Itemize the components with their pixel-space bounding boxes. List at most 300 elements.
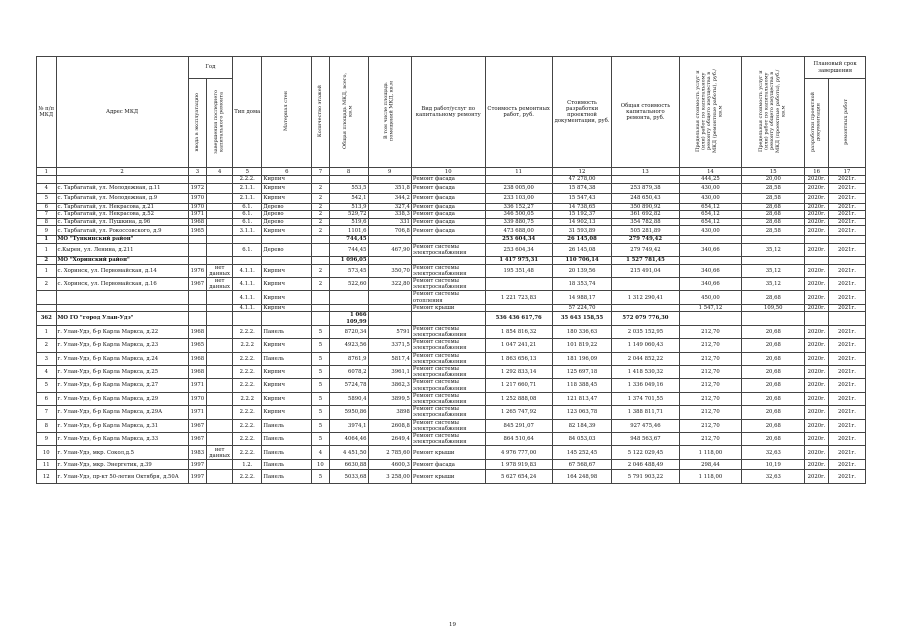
row-planned-design: 2020г.	[805, 176, 829, 184]
row-design-cost: 110 706,14	[552, 257, 612, 265]
row-address: г. Улан-Удэ, б-р Карла Маркса, д.29А	[56, 406, 188, 419]
column-number: 8	[329, 168, 368, 176]
row-num: 7	[37, 406, 57, 419]
row-work-type: Ремонт фасада	[411, 211, 485, 219]
row-year-repair	[207, 203, 233, 211]
row-planned-repair: 2021г.	[829, 352, 866, 365]
row-wall-material: Кирпич	[262, 193, 312, 203]
row-year-repair	[207, 312, 233, 325]
row-num: 5	[37, 379, 57, 392]
row-year-built	[188, 176, 206, 184]
row-work-type: Ремонт системы электроснабжения	[411, 278, 485, 291]
row-work-type: Ремонт системы электроснабжения	[411, 352, 485, 365]
row-year-repair	[207, 325, 233, 338]
row-work-type: Ремонт фасада	[411, 183, 485, 193]
row-limit-repair: 340,66	[679, 278, 742, 291]
row-total-cost: 215 491,04	[612, 264, 679, 277]
row-limit-repair	[679, 257, 742, 265]
row-planned-repair	[829, 312, 866, 325]
row-planned-repair: 2021г.	[829, 419, 866, 432]
row-num: 6	[37, 392, 57, 405]
row-living-area	[368, 176, 411, 184]
row-house-type	[233, 257, 262, 265]
row-year-built: 1971	[188, 406, 206, 419]
row-living-area: 322,80	[368, 278, 411, 291]
row-limit-design: 32,63	[742, 446, 805, 460]
row-num	[37, 291, 57, 304]
row-living-area	[368, 312, 411, 325]
row-living-area: 2649,4	[368, 432, 411, 445]
row-limit-design: 35,12	[742, 278, 805, 291]
row-limit-repair: 654,12	[679, 203, 742, 211]
row-num: 8	[37, 218, 57, 226]
row-design-cost: 180 336,63	[552, 325, 612, 338]
row-floors	[312, 243, 329, 256]
row-num	[37, 304, 57, 312]
row-living-area: 2 785,60	[368, 446, 411, 460]
row-repair-cost: 864 510,64	[485, 432, 552, 445]
row-house-type: 2.2.2	[233, 339, 262, 352]
row-limit-design: 10,19	[742, 460, 805, 470]
row-planned-repair: 2021г.	[829, 446, 866, 460]
row-house-type: 2.1.1.	[233, 183, 262, 193]
row-living-area	[368, 257, 411, 265]
row-address: г. Улан-Удэ, б-р Карла Маркса, д.29	[56, 392, 188, 405]
row-living-area: 4600,3	[368, 460, 411, 470]
row-living-area: 3371,5	[368, 339, 411, 352]
row-floors: 2	[312, 218, 329, 226]
row-total-area: 522,60	[329, 278, 368, 291]
row-repair-cost: 473 688,00	[485, 226, 552, 236]
row-limit-design	[742, 312, 805, 325]
row-address: г. Улан-Удэ, б-р Карла Маркса, д.27	[56, 379, 188, 392]
row-floors	[312, 257, 329, 265]
row-total-area: 4 451,50	[329, 446, 368, 460]
row-repair-cost: 1 265 747,92	[485, 406, 552, 419]
row-total-cost: 5 791 903,22	[612, 470, 679, 484]
column-number: 2	[56, 168, 188, 176]
row-address: г. Улан-Удэ, мкр. Энергетик, д.39	[56, 460, 188, 470]
row-total-area: 6078,2	[329, 365, 368, 378]
row-design-cost: 123 063,78	[552, 406, 612, 419]
row-total-cost: 1 527 781,45	[612, 257, 679, 265]
header-address: Адрес МКД	[56, 57, 188, 168]
row-total-area	[329, 304, 368, 312]
table-row	[37, 352, 866, 365]
row-floors: 2	[312, 183, 329, 193]
header-work-type: Вид работ/услуг по капитальному ремонту	[411, 57, 485, 168]
row-address	[56, 291, 188, 304]
row-wall-material: Панель	[262, 432, 312, 445]
row-house-type: 6.1.	[233, 211, 262, 219]
row-address	[56, 304, 188, 312]
row-planned-design: 2020г.	[805, 193, 829, 203]
row-total-area: 513,9	[329, 203, 368, 211]
row-total-area: 744,45	[329, 243, 368, 256]
row-wall-material: Панель	[262, 446, 312, 460]
row-floors	[312, 236, 329, 244]
row-total-cost: 2 046 488,49	[612, 460, 679, 470]
row-design-cost: 15 192,37	[552, 211, 612, 219]
row-planned-repair: 2021г.	[829, 183, 866, 193]
row-house-type: 2.2.2.	[233, 176, 262, 184]
row-limit-repair: 430,00	[679, 193, 742, 203]
column-number: 13	[612, 168, 679, 176]
row-total-area: 553,5	[329, 183, 368, 193]
row-house-type: 4.1.1.	[233, 264, 262, 277]
row-total-cost: 1 336 049,16	[612, 379, 679, 392]
row-planned-design: 2020г.	[805, 406, 829, 419]
row-repair-cost: 253 604,34	[485, 243, 552, 256]
row-house-type: 2.2.2.	[233, 446, 262, 460]
row-address: г. Улан-Удэ, пр-кт 50-летия Октября, д.50А	[56, 470, 188, 484]
row-house-type: 2.2.2.	[233, 406, 262, 419]
row-year-repair	[207, 304, 233, 312]
row-total-area: 5950,86	[329, 406, 368, 419]
row-year-built: 1967	[188, 278, 206, 291]
row-wall-material: Кирпич	[262, 339, 312, 352]
row-house-type	[233, 312, 262, 325]
row-design-cost: 15 547,43	[552, 193, 612, 203]
row-limit-repair: 1 547,12	[679, 304, 742, 312]
row-num: 5	[37, 193, 57, 203]
column-number: 17	[829, 168, 866, 176]
row-work-type: Ремонт крыши	[411, 470, 485, 484]
row-total-area: 5890,4	[329, 392, 368, 405]
row-limit-repair: 1 118,00	[679, 446, 742, 460]
row-limit-repair: 298,44	[679, 460, 742, 470]
row-wall-material: Кирпич	[262, 183, 312, 193]
row-year-repair	[207, 291, 233, 304]
row-limit-design: 28,58	[742, 183, 805, 193]
header-floors: Количество этажей	[316, 84, 323, 138]
row-total-cost: 253 879,38	[612, 183, 679, 193]
row-limit-design: 20,68	[742, 419, 805, 432]
row-limit-repair: 654,12	[679, 211, 742, 219]
row-floors: 10	[312, 460, 329, 470]
row-planned-repair: 2021г.	[829, 325, 866, 338]
row-work-type: Ремонт крыши	[411, 446, 485, 460]
row-year-repair	[207, 236, 233, 244]
row-wall-material: Кирпич	[262, 226, 312, 236]
row-repair-cost: 1 417 975,31	[485, 257, 552, 265]
row-limit-repair: 212,70	[679, 432, 742, 445]
row-repair-cost: 1 217 660,71	[485, 379, 552, 392]
row-num: 6	[37, 203, 57, 211]
row-repair-cost: 1 978 919,83	[485, 460, 552, 470]
row-address: с. Хоринск, ул. Первомайская, д.16	[56, 278, 188, 291]
row-living-area: 3899,5	[368, 392, 411, 405]
table-row	[37, 392, 866, 405]
row-planned-design: 2020г.	[805, 291, 829, 304]
header-design-cost: Стоимость разработки проектной документации, руб.	[552, 57, 612, 168]
row-planned-design: 2020г.	[805, 325, 829, 338]
row-living-area: 351,8	[368, 183, 411, 193]
row-planned-repair: 2021г.	[829, 392, 866, 405]
row-num: 9	[37, 432, 57, 445]
row-limit-repair: 450,00	[679, 291, 742, 304]
row-floors	[312, 304, 329, 312]
table-row	[37, 470, 866, 484]
row-planned-design: 2020г.	[805, 203, 829, 211]
row-work-type: Ремонт фасада	[411, 203, 485, 211]
row-repair-cost: 336 152,27	[485, 203, 552, 211]
row-wall-material	[262, 312, 312, 325]
row-house-type: 2.2.2.	[233, 365, 262, 378]
row-year-built: 1972	[188, 183, 206, 193]
row-wall-material: Кирпич	[262, 392, 312, 405]
row-wall-material	[262, 236, 312, 244]
row-repair-cost: 346 500,05	[485, 211, 552, 219]
row-design-cost: 26 145,08	[552, 243, 612, 256]
row-repair-cost: 845 291,07	[485, 419, 552, 432]
row-house-type: 2.2.2.	[233, 419, 262, 432]
row-floors: 5	[312, 352, 329, 365]
table-row	[37, 218, 866, 226]
table-row	[37, 432, 866, 445]
row-address: с. Тарбагатай, ул. Пушкина, д.96	[56, 218, 188, 226]
row-repair-cost	[485, 278, 552, 291]
row-limit-design: 109,50	[742, 304, 805, 312]
row-address: г. Улан-Удэ, б-р Карла Маркса, д.22	[56, 325, 188, 338]
row-work-type: Ремонт системы электроснабжения	[411, 325, 485, 338]
row-planned-design: 2020г.	[805, 460, 829, 470]
table-row	[37, 460, 866, 470]
row-planned-design: 2020г.	[805, 211, 829, 219]
row-limit-repair: 212,70	[679, 406, 742, 419]
row-planned-design: 2020г.	[805, 392, 829, 405]
row-total-area: 1101,6	[329, 226, 368, 236]
row-total-cost: 361 692,82	[612, 211, 679, 219]
row-num: 1	[37, 243, 57, 256]
row-design-cost: 84 053,03	[552, 432, 612, 445]
row-limit-design: 20,68	[742, 406, 805, 419]
row-address: с. Тарбагатай, ул. Молодежная, д.11	[56, 183, 188, 193]
row-living-area: 5791	[368, 325, 411, 338]
row-design-cost: 82 184,39	[552, 419, 612, 432]
row-house-type: 6.1.	[233, 203, 262, 211]
column-number: 10	[411, 168, 485, 176]
row-limit-design: 32,63	[742, 470, 805, 484]
row-limit-design: 35,12	[742, 264, 805, 277]
row-design-cost: 18 353,74	[552, 278, 612, 291]
row-living-area: 350,70	[368, 264, 411, 277]
row-repair-cost: 1 047 241,21	[485, 339, 552, 352]
row-limit-repair: 430,00	[679, 226, 742, 236]
row-work-type: Ремонт системы электроснабжения	[411, 379, 485, 392]
row-total-cost: 1 312 290,41	[612, 291, 679, 304]
row-limit-repair	[679, 312, 742, 325]
row-planned-design: 2020г.	[805, 432, 829, 445]
row-floors: 2	[312, 203, 329, 211]
row-repair-cost: 233 103,00	[485, 193, 552, 203]
table-row	[37, 243, 866, 256]
row-year-built: 1997	[188, 470, 206, 484]
row-limit-design: 28,58	[742, 193, 805, 203]
row-planned-repair: 2021г.	[829, 218, 866, 226]
header-living-area: В том числе площадь помещений МКД, кв.м	[383, 80, 395, 142]
column-number: 16	[805, 168, 829, 176]
row-repair-cost: 536 436 617,76	[485, 312, 552, 325]
row-year-built: 1971	[188, 211, 206, 219]
row-floors: 2	[312, 264, 329, 277]
row-repair-cost: 195 351,48	[485, 264, 552, 277]
row-house-type: 2.2.2.	[233, 352, 262, 365]
row-planned-repair: 2021г.	[829, 193, 866, 203]
row-total-cost: 1 374 701,55	[612, 392, 679, 405]
row-total-cost: 1 149 060,43	[612, 339, 679, 352]
row-address: МО "Хоринский район"	[56, 257, 188, 265]
row-limit-repair: 654,12	[679, 218, 742, 226]
table-row	[37, 176, 866, 184]
row-num: 2	[37, 257, 57, 265]
row-num: 2	[37, 339, 57, 352]
column-number: 11	[485, 168, 552, 176]
row-limit-design: 28,58	[742, 226, 805, 236]
row-year-built: 1965	[188, 339, 206, 352]
row-planned-repair: 2021г.	[829, 278, 866, 291]
column-number: 9	[368, 168, 411, 176]
row-num: 10	[37, 446, 57, 460]
row-year-built	[188, 257, 206, 265]
row-year-repair	[207, 183, 233, 193]
column-number: 1	[37, 168, 57, 176]
row-total-cost: 279 749,42	[612, 243, 679, 256]
row-house-type: 2.2.2.	[233, 379, 262, 392]
row-address: г. Улан-Удэ, б-р Карла Маркса, д.31	[56, 419, 188, 432]
row-design-cost: 57 224,70	[552, 304, 612, 312]
row-house-type: 1.2.	[233, 460, 262, 470]
column-number: 3	[188, 168, 206, 176]
row-limit-design: 20,68	[742, 432, 805, 445]
row-house-type: 6.1.	[233, 243, 262, 256]
row-planned-repair: 2021г.	[829, 176, 866, 184]
row-planned-repair: 2021г.	[829, 211, 866, 219]
row-year-repair	[207, 432, 233, 445]
row-num: 1	[37, 325, 57, 338]
table-row	[37, 203, 866, 211]
row-year-repair	[207, 243, 233, 256]
row-floors: 2	[312, 211, 329, 219]
row-num: 12	[37, 470, 57, 484]
row-house-type: 6.1.	[233, 218, 262, 226]
row-floors: 4	[312, 446, 329, 460]
header-total-cost: Общая стоимость капитального ремонта, руб.	[612, 57, 679, 168]
row-total-cost: 2 044 852,22	[612, 352, 679, 365]
row-work-type: Ремонт фасада	[411, 218, 485, 226]
row-design-cost: 31 593,89	[552, 226, 612, 236]
row-wall-material: Панель	[262, 325, 312, 338]
row-planned-design: 2020г.	[805, 243, 829, 256]
row-limit-design: 20,00	[742, 176, 805, 184]
row-year-repair	[207, 460, 233, 470]
row-address: с. Тарбагатай, ул. Некрасова, д.52	[56, 211, 188, 219]
row-wall-material	[262, 257, 312, 265]
row-year-built: 1967	[188, 432, 206, 445]
row-address: МО "Тункинский район"	[56, 236, 188, 244]
row-wall-material: Дерево	[262, 211, 312, 219]
row-address: г. Улан-Удэ, б-р Карла Маркса, д.25	[56, 365, 188, 378]
header-year-group: Год	[188, 57, 232, 79]
row-num: 7	[37, 211, 57, 219]
row-planned-repair: 2021г.	[829, 226, 866, 236]
row-work-type: Ремонт крыши	[411, 304, 485, 312]
row-planned-design: 2020г.	[805, 278, 829, 291]
row-limit-design: 20,68	[742, 325, 805, 338]
program-table-sheet	[36, 56, 866, 484]
row-limit-design: 20,68	[742, 352, 805, 365]
row-limit-design: 28,68	[742, 218, 805, 226]
row-living-area	[368, 304, 411, 312]
row-year-repair	[207, 419, 233, 432]
row-year-built: 1997	[188, 460, 206, 470]
row-limit-design	[742, 257, 805, 265]
row-total-cost: 1 388 811,71	[612, 406, 679, 419]
column-number: 4	[207, 168, 233, 176]
row-design-cost: 47 278,00	[552, 176, 612, 184]
row-floors: 2	[312, 278, 329, 291]
row-living-area: 344,2	[368, 193, 411, 203]
row-total-area	[329, 176, 368, 184]
row-total-area: 5724,78	[329, 379, 368, 392]
row-limit-repair: 212,70	[679, 365, 742, 378]
row-design-cost: 35 643 158,55	[552, 312, 612, 325]
row-total-area: 3974,1	[329, 419, 368, 432]
row-design-cost: 164 248,98	[552, 470, 612, 484]
row-living-area: 3961,1	[368, 365, 411, 378]
row-planned-repair: 2021г.	[829, 203, 866, 211]
row-year-repair	[207, 392, 233, 405]
row-total-cost: 354 782,88	[612, 218, 679, 226]
row-wall-material: Кирпич	[262, 365, 312, 378]
column-number: 7	[312, 168, 329, 176]
row-year-built: 1970	[188, 203, 206, 211]
row-living-area: 327,4	[368, 203, 411, 211]
row-year-built	[188, 312, 206, 325]
row-wall-material: Панель	[262, 419, 312, 432]
row-total-cost: 927 475,46	[612, 419, 679, 432]
row-limit-repair: 444,25	[679, 176, 742, 184]
row-year-built: 1971	[188, 379, 206, 392]
page-number: 19	[449, 622, 456, 628]
row-limit-repair: 212,70	[679, 325, 742, 338]
row-floors: 5	[312, 392, 329, 405]
table-group-row	[37, 236, 866, 244]
row-wall-material: Кирпич	[262, 304, 312, 312]
row-planned-repair: 2021г.	[829, 304, 866, 312]
row-num: 1	[37, 236, 57, 244]
row-design-cost: 118 388,45	[552, 379, 612, 392]
row-year-built	[188, 304, 206, 312]
row-planned-design: 2020г.	[805, 304, 829, 312]
row-floors: 5	[312, 379, 329, 392]
row-house-type: 2.2.2.	[233, 325, 262, 338]
row-planned-design: 2020г.	[805, 379, 829, 392]
row-planned-repair: 2021г.	[829, 460, 866, 470]
row-design-cost: 15 874,38	[552, 183, 612, 193]
header-limit-repair: Предельная стоимость услуг и (или) работ по капитальному ремонту общего имущества в МКД (ремонтные работы), руб./кв.м	[695, 68, 724, 154]
row-address: с. Тарбагатай, ул. Рокоссовского, д.9	[56, 226, 188, 236]
row-num: 11	[37, 460, 57, 470]
row-year-built	[188, 243, 206, 256]
row-work-type: Ремонт системы электроснабжения	[411, 339, 485, 352]
row-work-type	[411, 257, 485, 265]
row-floors: 2	[312, 193, 329, 203]
row-floors	[312, 176, 329, 184]
row-design-cost: 125 697,18	[552, 365, 612, 378]
row-floors	[312, 312, 329, 325]
row-planned-design: 2020г.	[805, 183, 829, 193]
